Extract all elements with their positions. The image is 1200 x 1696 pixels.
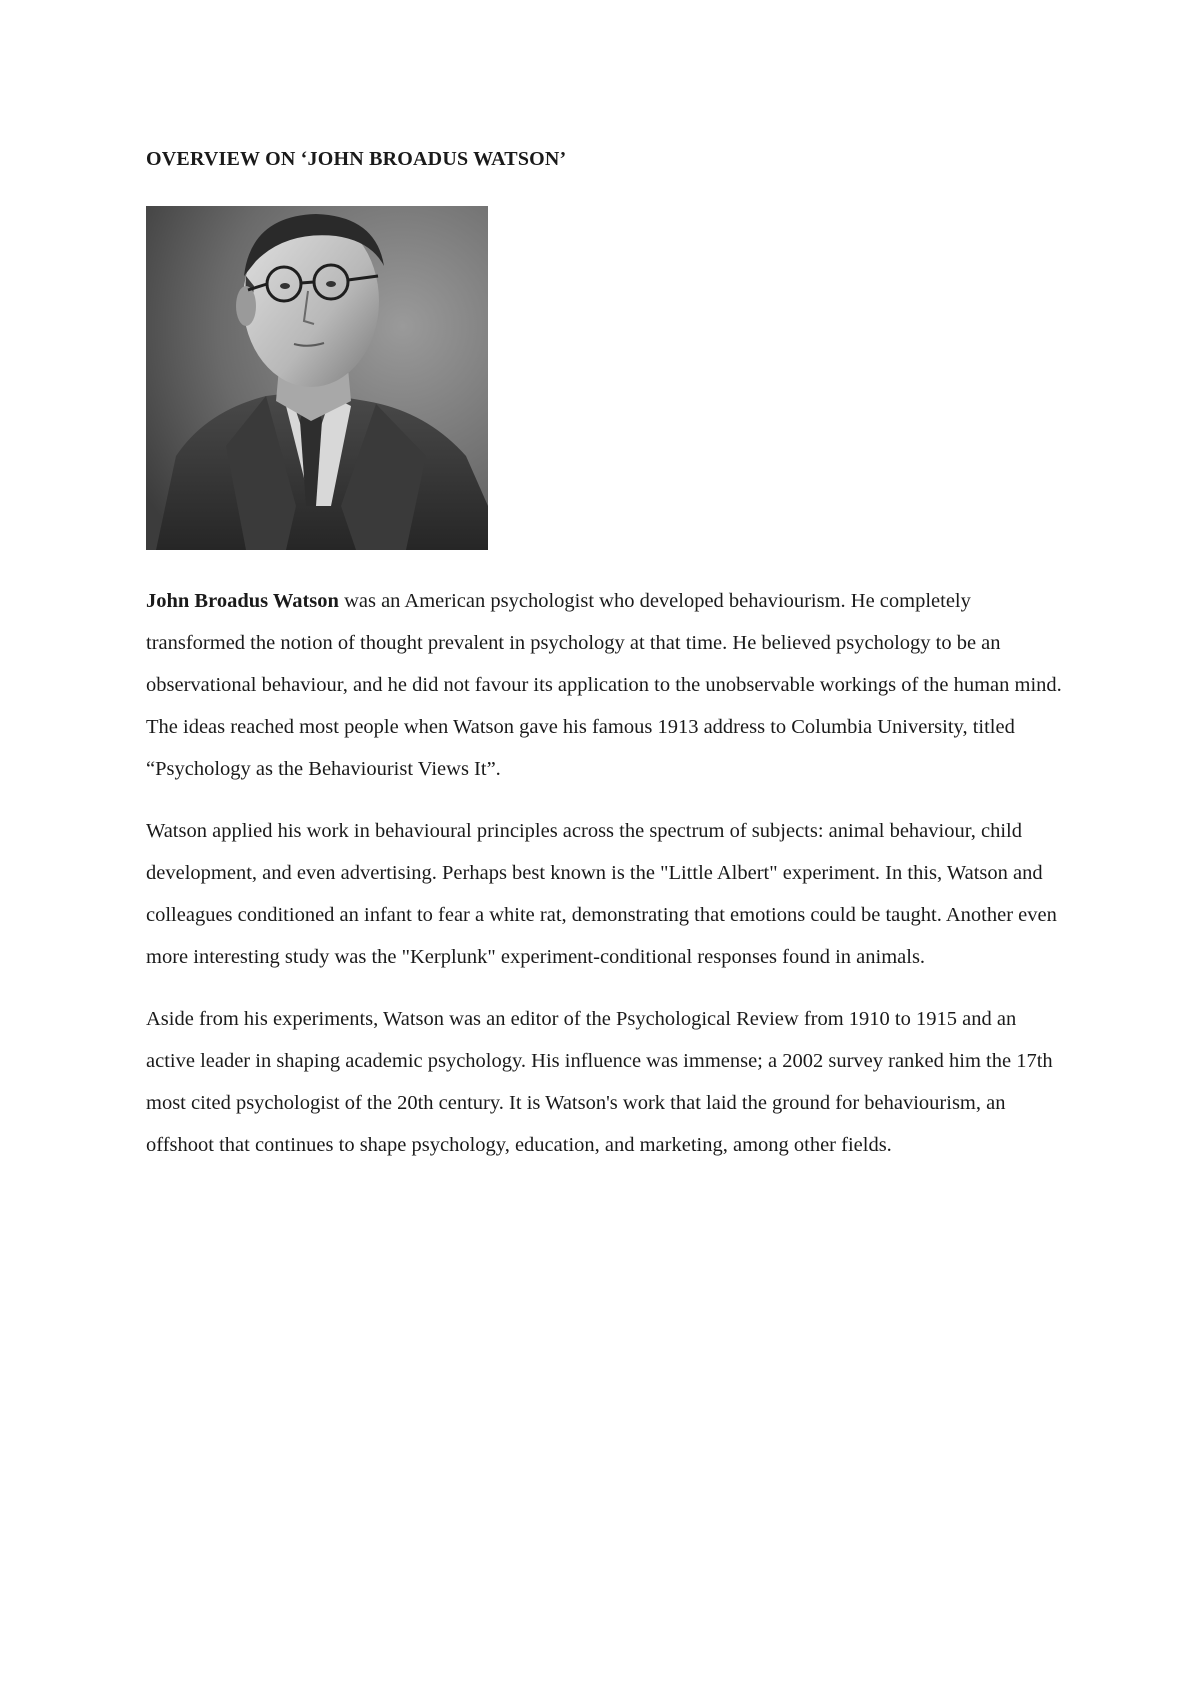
paragraph-intro-text: was an American psychologist who developed behaviourism. He completely transformed the notion of thought prevalent in psychology at that time. He believed psychology to be an observational behaviour, and he did not favour its application to the unobservable workings of the human mind. The ideas reached most people when Watson gave his famous 1913 address to Columbia University, titled “Psychology as the Behaviourist Views It”. bbox=[146, 590, 1062, 780]
document-body bbox=[146, 580, 1066, 1186]
subject-name: John Broadus Watson bbox=[146, 590, 339, 612]
document-title: OVERVIEW ON ‘JOHN BROADUS WATSON’ bbox=[146, 148, 567, 170]
paragraph-legacy: Aside from his experiments, Watson was an editor of the Psychological Review from 1910 to 1915 and an active leader in shaping academic psychology. His influence was immense; a 2002 survey ranked him the 17th most cited psychologist of the 20th century. It is Watson's work that laid the ground for behaviourism, an offshoot that continues to shape psychology, education, and marketing, among other fields. bbox=[146, 1008, 1053, 1156]
portrait-photo bbox=[146, 206, 488, 550]
paragraph-intro bbox=[146, 580, 1066, 790]
portrait-illustration bbox=[146, 206, 488, 550]
paragraph-work: Watson applied his work in behavioural principles across the spectrum of subjects: animal behaviour, child development, and even advertising. Perhaps best known is the "Little Albert" experiment. In this, Watson and colleagues conditioned an infant to fear a white rat, demonstrating that emotions could be taught. Another even more interesting study was the "Kerplunk" experiment-conditional responses found in animals. bbox=[146, 820, 1057, 968]
